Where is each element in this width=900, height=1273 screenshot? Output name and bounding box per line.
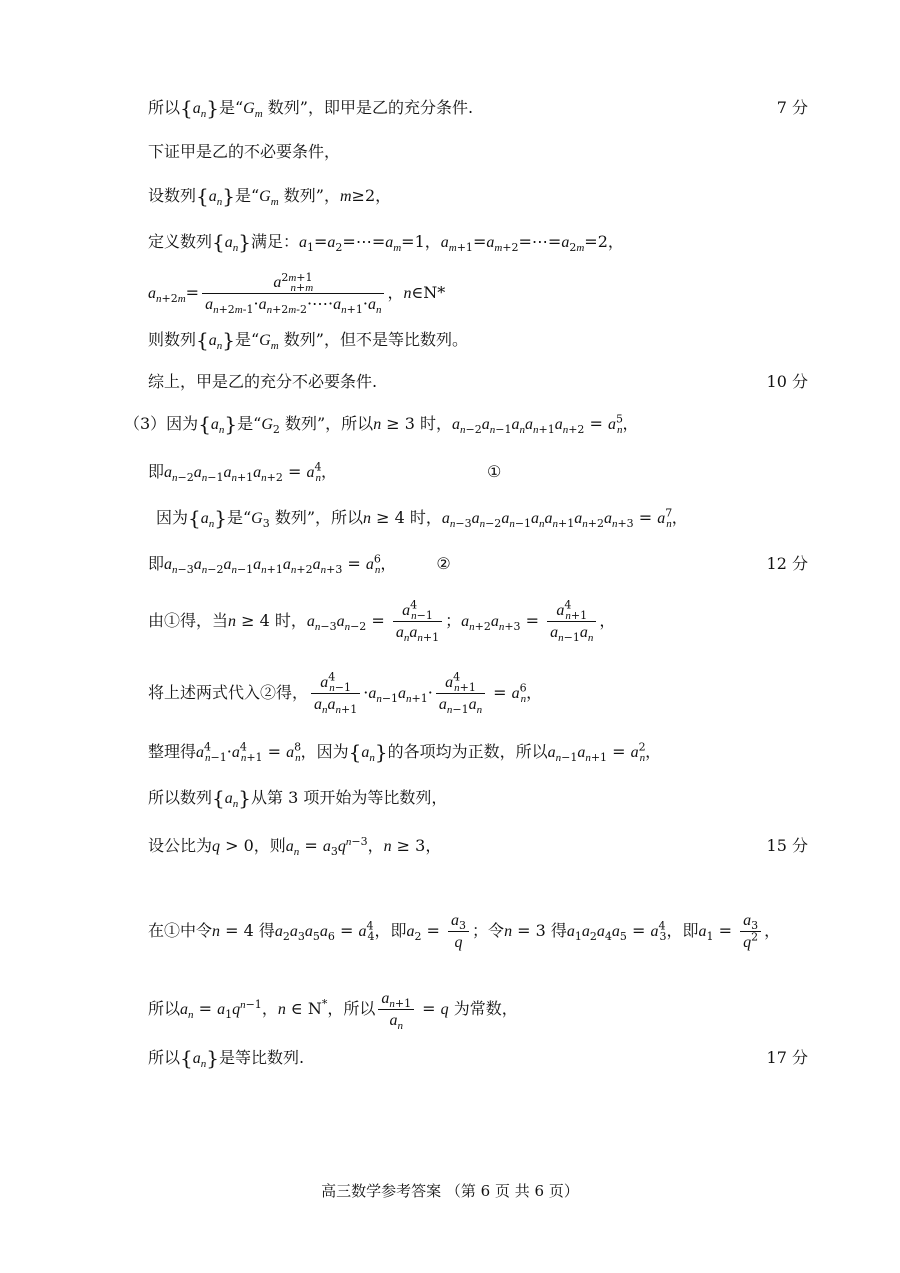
line-10: 因为$\{a_n\}$是“$G_3$ 数列”，所以n ≥ 4 时，$a_{n-3}a_{n-2}a_{n-1}a_na_{n+1}a_{n+2}a_{n+3} = a^7_n$， — [156, 506, 688, 531]
page-footer: 高三数学参考答案 （第 6 页 共 6 页） — [321, 1182, 579, 1200]
fraction: $\frac{a^{2m+1}_{n+m}}{a_{n+2m-1}\cdot a_{n+2m-2}\cdot\cdots\cdot a_{n+1}\cdot a_n}$ — [202, 272, 384, 315]
line-16: 设公比为q > 0，则$a_n = a_3q^{n-3}$，n ≥ 3， — [148, 834, 442, 859]
line-14: 整理得$a^4_{n-1}\cdot a^4_{n+1} = a^8_n$，因为$\{a_n\}$的各项均为正数，所以$a_{n-1}a_{n+1} = a^2_n$， — [148, 740, 662, 765]
line-6: 则数列$\{a_n\}$是“$G_m$ 数列”，但不是等比数列。 — [148, 328, 468, 353]
line-4: 定义数列$\{a_n\}$满足：$a_1=a_2=\cdots=a_m=1$，$a_{m+1}=a_{m+2}=\cdots=a_{2m}=2$， — [148, 230, 624, 255]
line-15: 所以数列$\{a_n\}$从第 3 项开始为等比数列， — [148, 786, 448, 811]
line-19: 所以$\{a_n\}$是等比数列. — [148, 1046, 305, 1071]
score-10: 10 分 — [766, 372, 808, 391]
score-7: 7 分 — [776, 98, 808, 117]
line-13: 将上述两式代入②得， $\frac{a^4_{n-1}}{a_na_{n+1}}$ $\cdot a_{n-1}a_{n+1}\cdot$ $\frac{a^4_{n+1}}{a_{n-1}a_n}$ = $a^6_n$， — [148, 670, 543, 717]
line-12: 由①得，当n ≥ 4 时，$a_{n-3}a_{n-2}$ = $\frac{a^4_{n-1}}{a_na_{n+1}}$ ；$a_{n+2}a_{n+3}$ = $\frac{a^4_{n+1}}{a_{n-1}a_n}$ ， — [148, 598, 616, 645]
line-17: 在①中令n = 4 得$a_2a_3a_5a_6 = a^4_4$，即$a_2$ = $\frac{a_3}{q}$ ；令n = 3 得$a_1a_2a_4a_5 = a^4_3$，即$a_1$ = $\frac{a_3}{q^2}$ ， — [148, 912, 781, 951]
line-8: （3）因为$\{a_n\}$是“$G_2$ 数列”，所以n ≥ 3 时，$a_{n-2}a_{n-1}a_na_{n+1}a_{n+2} = a^5_n$， — [124, 412, 639, 437]
line-2: 下证甲是乙的不必要条件， — [148, 142, 341, 161]
score-17: 17 分 — [766, 1048, 808, 1067]
score-12: 12 分 — [766, 554, 808, 573]
line-7: 综上，甲是乙的充分不必要条件. — [148, 372, 378, 391]
score-15: 15 分 — [766, 836, 808, 855]
line-18: 所以$a_n = a_1q^{n-1}$，n ∈ N*，所以 $\frac{a_{n+1}}{a_n}$ = q 为常数， — [148, 990, 518, 1033]
line-9: 即$a_{n-2}a_{n-1}a_{n+1}a_{n+2} = a^4_n$， ① — [148, 460, 502, 485]
line-3: 设数列$\{a_n\}$是“$G_m$ 数列”，m≥2， — [148, 184, 392, 209]
line-5: $a_{n+2m}=$ $\frac{a^{2m+1}_{n+m}}{a_{n+2m-1}\cdot a_{n+2m-2}\cdot\cdots\cdot a_{n+1}\cdot a_n}$ ，n∈N* — [148, 270, 446, 317]
line-11: 即$a_{n-3}a_{n-2}a_{n-1}a_{n+1}a_{n+2}a_{n+3} = a^6_n$， ② — [148, 552, 451, 577]
line-1: 所以$\{a_n\}$是“$G_m$ 数列”，即甲是乙的充分条件. — [148, 96, 474, 121]
